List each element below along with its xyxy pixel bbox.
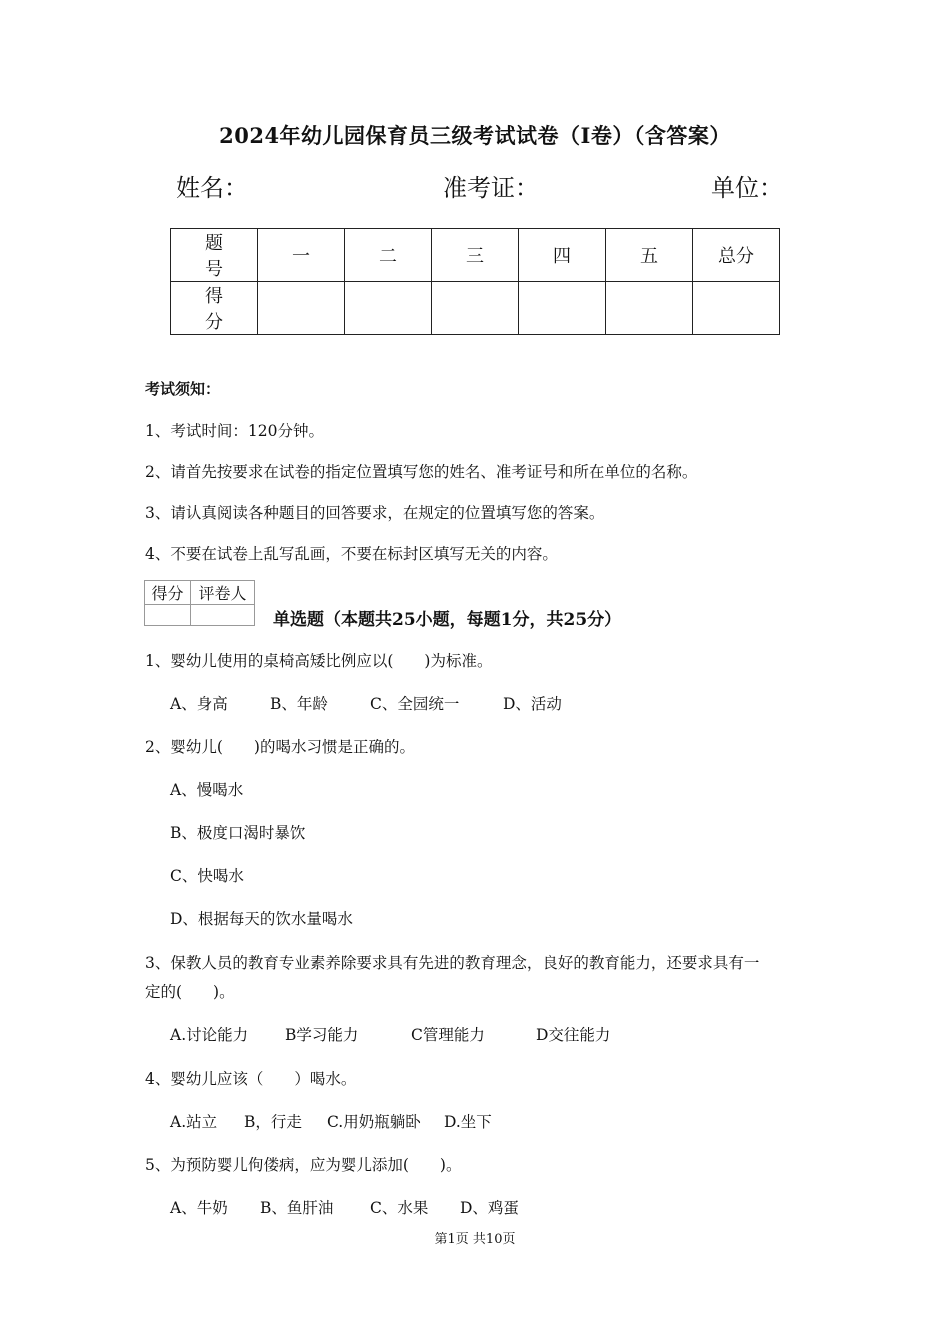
notice-item: 4、不要在试卷上乱写乱画，不要在标封区填写无关的内容。 xyxy=(145,545,558,563)
score-cell[interactable] xyxy=(519,282,606,335)
option[interactable]: A、牛奶 xyxy=(170,1199,228,1217)
option[interactable]: A.讨论能力 xyxy=(170,1026,249,1044)
score-table-header-row xyxy=(171,229,780,282)
option[interactable]: D.坐下 xyxy=(444,1113,492,1131)
page-footer: 第1页 共10页 xyxy=(434,1232,516,1247)
score-table-score-row xyxy=(171,282,780,335)
option[interactable]: A、慢喝水 xyxy=(170,781,244,799)
score-column-header: 四 xyxy=(519,229,606,282)
score-column-header: 五 xyxy=(606,229,693,282)
notice-item: 3、请认真阅读各种题目的回答要求，在规定的位置填写您的答案。 xyxy=(145,504,605,522)
option[interactable]: B、鱼肝油 xyxy=(260,1199,334,1217)
option[interactable]: D交往能力 xyxy=(536,1026,611,1044)
option[interactable]: C管理能力 xyxy=(411,1026,485,1044)
score-column-header: 三 xyxy=(432,229,519,282)
grader-box-score-label: 得分 xyxy=(145,581,191,605)
option[interactable]: B学习能力 xyxy=(285,1026,359,1044)
option[interactable]: C、水果 xyxy=(370,1199,429,1217)
question-3-options xyxy=(170,1023,610,1045)
score-cell[interactable] xyxy=(432,282,519,335)
option[interactable]: C.用奶瓶躺卧 xyxy=(327,1113,421,1131)
question-3-text-line1: 3、保教人员的教育专业素养除要求具有先进的教育理念，良好的教育能力，还要求具有一 xyxy=(145,954,760,972)
score-cell[interactable] xyxy=(258,282,345,335)
exam-title: 2024年幼儿园保育员三级考试试卷（I卷）（含答案） xyxy=(219,123,731,148)
section-heading: 单选题（本题共25小题，每题1分，共25分） xyxy=(273,610,622,630)
grader-box xyxy=(144,580,255,626)
question-1-text: 1、婴幼儿使用的桌椅高矮比例应以( )为标准。 xyxy=(145,652,493,670)
notice-heading: 考试须知： xyxy=(145,380,221,398)
option[interactable]: D、活动 xyxy=(503,695,562,713)
option[interactable]: B、年龄 xyxy=(270,695,328,713)
notice-item: 1、考试时间：120分钟。 xyxy=(145,422,324,440)
grader-box-grader-cell[interactable] xyxy=(191,605,255,626)
score-cell[interactable] xyxy=(606,282,693,335)
unit-field-label: 单位： xyxy=(711,174,783,202)
option[interactable]: D、根据每天的饮水量喝水 xyxy=(170,910,353,928)
score-column-header-total: 总分 xyxy=(693,229,780,282)
question-5-options xyxy=(170,1196,519,1218)
score-column-header: 二 xyxy=(345,229,432,282)
score-cell-total[interactable] xyxy=(693,282,780,335)
option[interactable]: C、快喝水 xyxy=(170,867,244,885)
score-table xyxy=(170,228,780,335)
question-number-label: 题 号 xyxy=(171,229,258,282)
option[interactable]: A、身高 xyxy=(170,695,228,713)
notice-item: 2、请首先按要求在试卷的指定位置填写您的姓名、准考证号和所在单位的名称。 xyxy=(145,463,698,481)
question-2-text: 2、婴幼儿( )的喝水习惯是正确的。 xyxy=(145,738,415,756)
score-label: 得 分 xyxy=(171,282,258,335)
question-3-text-line2: 定的( )。 xyxy=(145,983,235,1001)
option[interactable]: C、全园统一 xyxy=(370,695,460,713)
exam-id-field-label: 准考证： xyxy=(443,174,539,202)
question-1-options xyxy=(170,692,562,714)
question-5-text: 5、为预防婴儿佝偻病，应为婴儿添加( )。 xyxy=(145,1156,462,1174)
question-4-options xyxy=(170,1110,492,1132)
score-column-header: 一 xyxy=(258,229,345,282)
score-cell[interactable] xyxy=(345,282,432,335)
option[interactable]: A.站立 xyxy=(170,1113,218,1131)
question-4-text: 4、婴幼儿应该（ ）喝水。 xyxy=(145,1070,357,1088)
grader-box-score-cell[interactable] xyxy=(145,605,191,626)
name-field-label: 姓名： xyxy=(176,174,248,202)
option[interactable]: D、鸡蛋 xyxy=(460,1199,519,1217)
grader-box-grader-label: 评卷人 xyxy=(191,581,255,605)
option[interactable]: B、极度口渴时暴饮 xyxy=(170,824,306,842)
option[interactable]: B，行走 xyxy=(244,1113,302,1131)
